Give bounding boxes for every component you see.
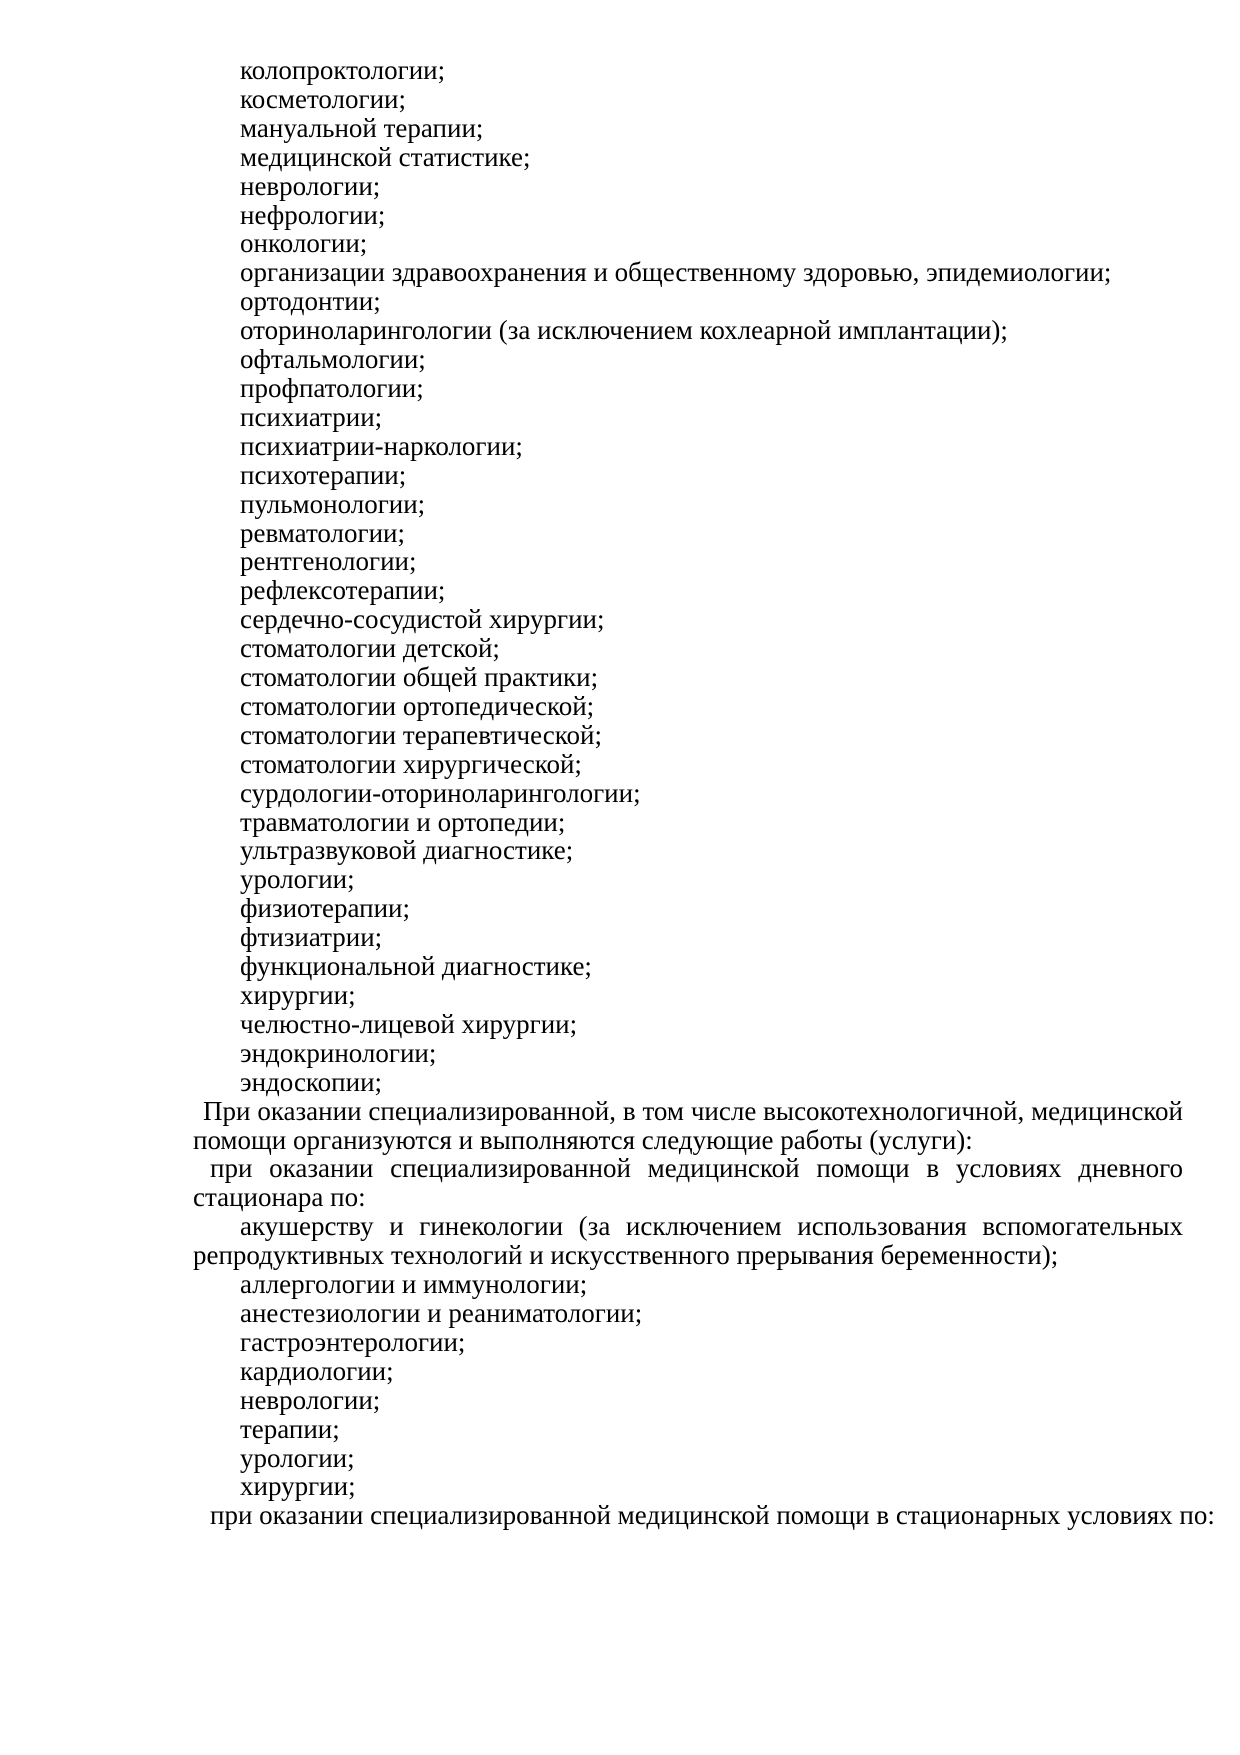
text-line: медицинской статистике;: [240, 141, 531, 172]
text-line: стационара по:: [193, 1182, 366, 1213]
text-line: урологии;: [240, 864, 355, 895]
text-line: гастроэнтерологии;: [240, 1326, 466, 1357]
text-line: стоматологии хирургической;: [240, 748, 582, 779]
text-line: сердечно-сосудистой хирургии;: [240, 604, 605, 635]
specialties-list-primary: [193, 56, 1183, 1097]
text-line: помощи организуются и выполняются следующие работы (услуги):: [193, 1124, 973, 1155]
text-line: стоматологии детской;: [240, 633, 500, 664]
text-line: стоматологии ортопедической;: [240, 690, 595, 721]
text-line: оториноларингологии (за исключением кохлеарной имплантации);: [240, 315, 1008, 346]
text-line: психотерапии;: [240, 459, 407, 490]
text-line: рентгенологии;: [240, 546, 417, 577]
text-line: челюстно-лицевой хирургии;: [240, 1008, 578, 1039]
paragraph-obstetrics-gynecology: [193, 1212, 1183, 1270]
text-line: хирургии;: [240, 1471, 356, 1502]
text-line: неврологии;: [240, 1384, 381, 1415]
text-line: При оказании специализированной, в том числе высокотехнологичной, медицинской: [203, 1095, 1183, 1126]
text-line: ортодонтии;: [240, 286, 381, 317]
text-line: офтальмологии;: [240, 344, 426, 375]
paragraph-specialized-care: [193, 1097, 1183, 1155]
paragraph-day-hospital-care: [193, 1154, 1183, 1212]
text-line: терапии;: [240, 1413, 340, 1444]
text-line: психиатрии-наркологии;: [240, 430, 523, 461]
text-line: мануальной терапии;: [240, 112, 484, 143]
text-line: онкологии;: [240, 228, 368, 259]
text-line: анестезиологии и реаниматологии;: [240, 1297, 643, 1328]
text-line: ультразвуковой диагностике;: [240, 835, 574, 866]
text-line: репродуктивных технологий и искусственного прерывания беременности);: [193, 1240, 1059, 1271]
text-line: акушерству и гинекологии (за исключением использования вспомогательных: [240, 1211, 1183, 1242]
text-line: неврологии;: [240, 170, 381, 201]
text-line: косметологии;: [240, 83, 407, 114]
text-line: кардиологии;: [240, 1355, 394, 1386]
text-line: хирургии;: [240, 980, 356, 1010]
text-line: профпатологии;: [240, 372, 424, 403]
text-line: стоматологии терапевтической;: [240, 719, 602, 750]
text-line: нефрологии;: [240, 199, 386, 230]
document-body: [193, 55, 1215, 1531]
text-line: стоматологии общей практики;: [240, 662, 599, 693]
text-line: пульмонологии;: [240, 488, 426, 519]
text-line: аллергологии и иммунологии;: [240, 1269, 588, 1300]
paragraph-inpatient-care: при оказании специализированной медицинской помощи в стационарных условиях по:: [210, 1500, 1215, 1531]
specialties-list-day-hospital: [193, 1270, 1183, 1501]
text-line: сурдологии-оториноларингологии;: [240, 777, 641, 808]
text-line: колопроктологии;: [240, 55, 446, 85]
text-line: организации здравоохранения и общественному здоровью, эпидемиологии;: [240, 257, 1112, 288]
text-line: эндокринологии;: [240, 1037, 437, 1068]
text-line: урологии;: [240, 1442, 355, 1473]
text-line: фтизиатрии;: [240, 922, 383, 953]
text-line: физиотерапии;: [240, 893, 410, 924]
text-line: травматологии и ортопедии;: [240, 806, 566, 837]
text-line: психиатрии;: [240, 401, 383, 432]
text-line: рефлексотерапии;: [240, 575, 446, 606]
text-line: при оказании специализированной медицинской помощи в условиях дневного: [210, 1153, 1183, 1184]
text-line: функциональной диагностике;: [240, 951, 592, 982]
text-line: эндоскопии;: [240, 1066, 383, 1097]
text-line: ревматологии;: [240, 517, 405, 548]
